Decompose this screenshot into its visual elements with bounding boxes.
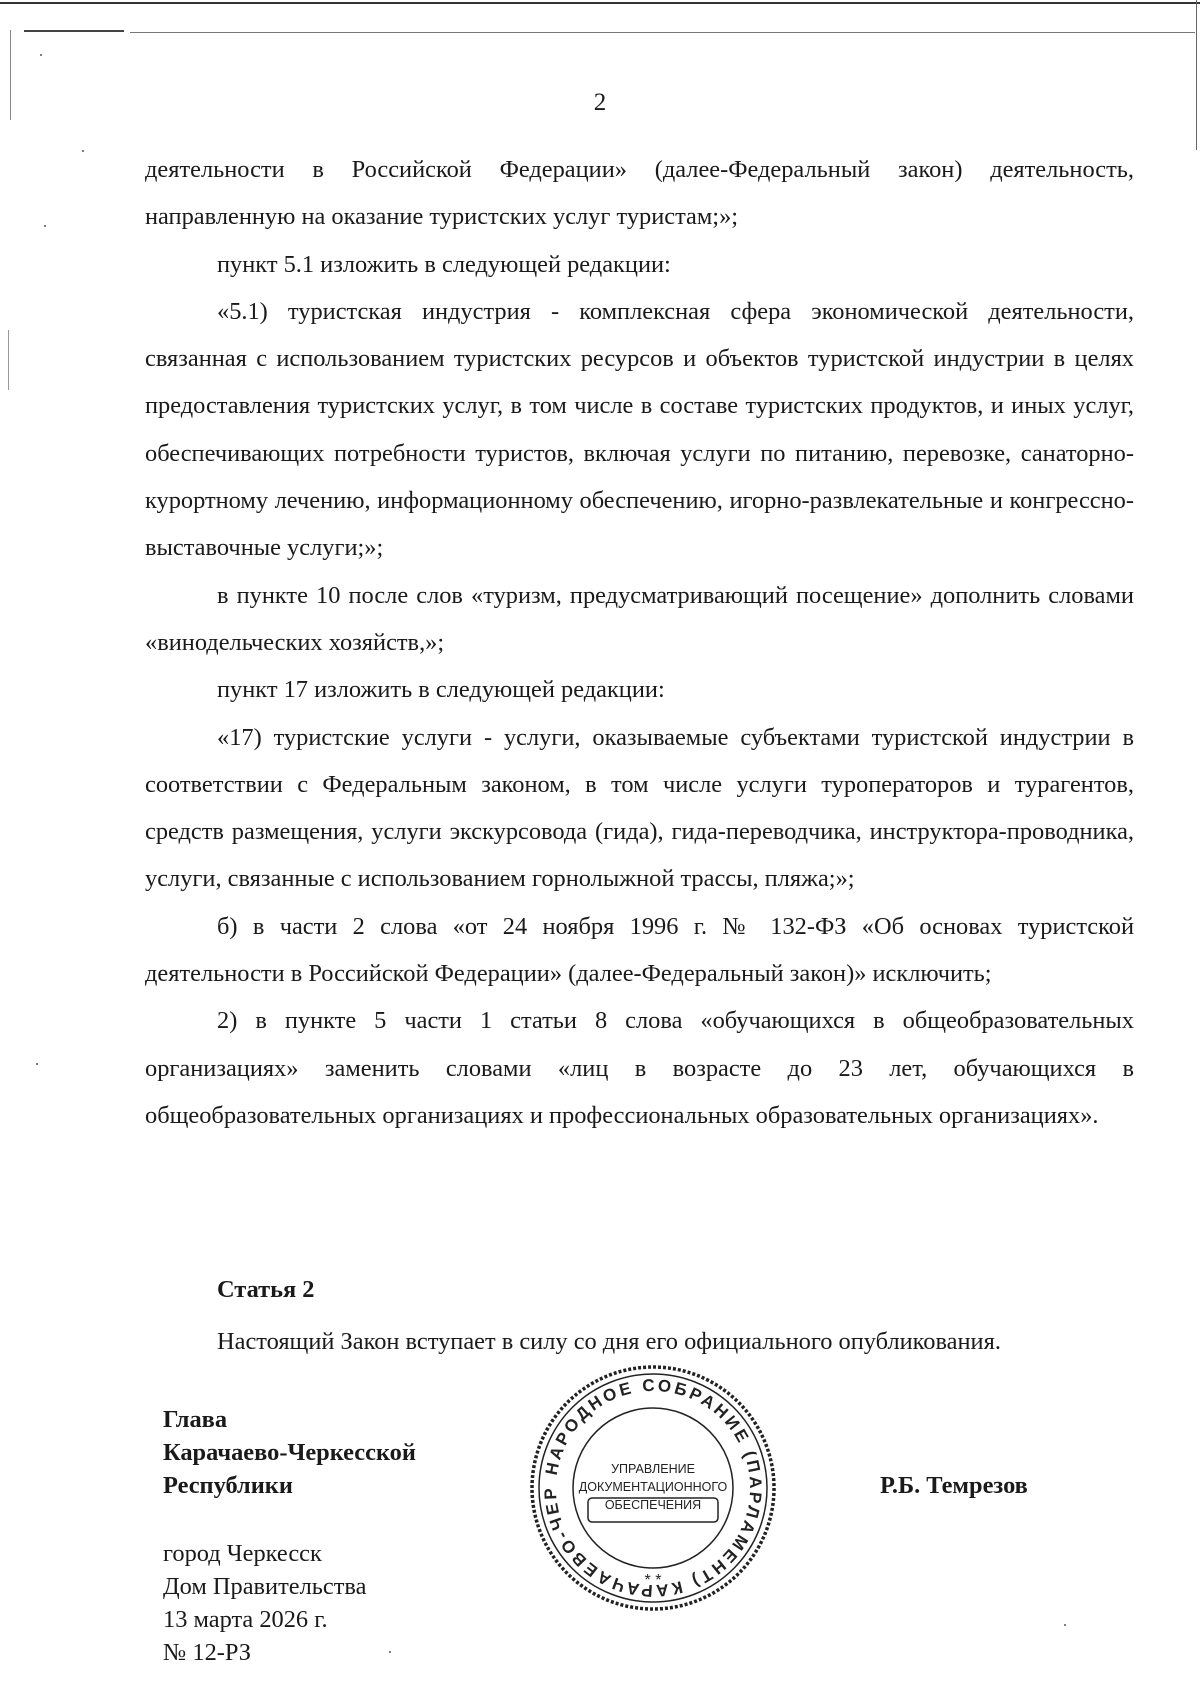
speck: [44, 225, 46, 227]
stamp-inner-line: ОБЕСПЕЧЕНИЯ: [604, 1498, 702, 1512]
stamp-star-icon: * *: [644, 1572, 662, 1589]
place-line: 13 марта 2026 г.: [163, 1606, 328, 1633]
stamp-inner-line: УПРАВЛЕНИЕ: [611, 1462, 695, 1476]
scan-border-top: [0, 2, 1200, 4]
stamp-outer-text: НАРОДНОЕ СОБРАНИЕ (ПАРЛАМЕНТ) КАРАЧАЕВО-ЧЕР: [540, 1375, 766, 1601]
stamp-inner-line: ДОКУМЕНТАЦИОННОГО: [578, 1480, 728, 1494]
article-heading: Статья 2: [217, 1276, 315, 1303]
official-stamp: [528, 1363, 778, 1613]
speck: [82, 150, 84, 152]
speck: [36, 1063, 38, 1065]
article-text: Настоящий Закон вступает в силу со дня его официального опубликования.: [217, 1328, 1001, 1355]
paragraph: в пункте 10 после слов «туризм, предусматривающий посещение» дополнить словами «винодельческих хозяйств,»;: [145, 581, 1134, 656]
place-line: Дом Правительства: [163, 1573, 367, 1600]
signer-title: [163, 1403, 416, 1502]
place-line: город Черкесск: [163, 1540, 322, 1567]
signer-title-line: Карачаево-Черкесской: [163, 1439, 416, 1466]
speck: [389, 1651, 391, 1653]
signer-name: Р.Б. Темрезов: [880, 1472, 1028, 1499]
speck: [40, 54, 42, 56]
paragraph: «5.1) туристская индустрия - комплексная сфера экономической деятельности, связанная с использованием туристских ресурсов и объектов туристской индустрии в целях предоставления туристских услуг, в том числе в составе туристских продуктов, и иных услуг, обеспечивающих потребности туристов, включая услуги по питанию, перевозке, санаторно-курортному лечению, информационному обеспечению, игорно-развлекательные и конгрессно-выставочные услуги;»;: [145, 297, 1134, 562]
paragraph: деятельности в Российской Федерации» (далее-Федеральный закон) деятельность, направленную на оказание туристских услуг туристам;»;: [145, 156, 1134, 231]
paragraph: «17) туристские услуги - услуги, оказываемые субъектами туристской индустрии в соответствии с Федеральным законом, в том числе услуги туроператоров и турагентов, средств размещения, услуги экскурсовода (гида), гида-переводчика, инструктора-проводника, услуги, связанные с использованием горнолыжной трассы, пляжа;»;: [145, 723, 1134, 893]
scan-border-left-2: [8, 330, 9, 390]
scan-border-right: [1196, 0, 1197, 150]
paragraph: пункт 17 изложить в следующей редакции:: [217, 676, 665, 704]
stamp-seal: [528, 1363, 778, 1613]
scan-border-top-2: [130, 32, 1195, 33]
paragraph: пункт 5.1 изложить в следующей редакции:: [217, 250, 671, 278]
document-body: [145, 146, 1134, 1139]
speck: [1064, 1624, 1066, 1626]
place-line: № 12-РЗ: [163, 1639, 251, 1666]
page-number: 2: [593, 89, 607, 116]
paragraph: б) в части 2 слова «от 24 ноября 1996 г. № 132-ФЗ «Об основах туристской деятельности в Российской Федерации» (далее-Федеральный закон)» исключить;: [145, 912, 1134, 988]
paragraph: 2) в пункте 5 части 1 статьи 8 слова «обучающихся в общеобразовательных организациях» заменить словами «лиц в возрасте до 23 лет, обучающихся в общеобразовательных организациях и профессиональных образовательных организациях».: [145, 1007, 1134, 1129]
scan-mark-left: [24, 30, 124, 32]
signer-title-line: Республики: [163, 1472, 293, 1499]
place-and-date: [163, 1537, 366, 1669]
signer-title-line: Глава: [163, 1406, 228, 1433]
